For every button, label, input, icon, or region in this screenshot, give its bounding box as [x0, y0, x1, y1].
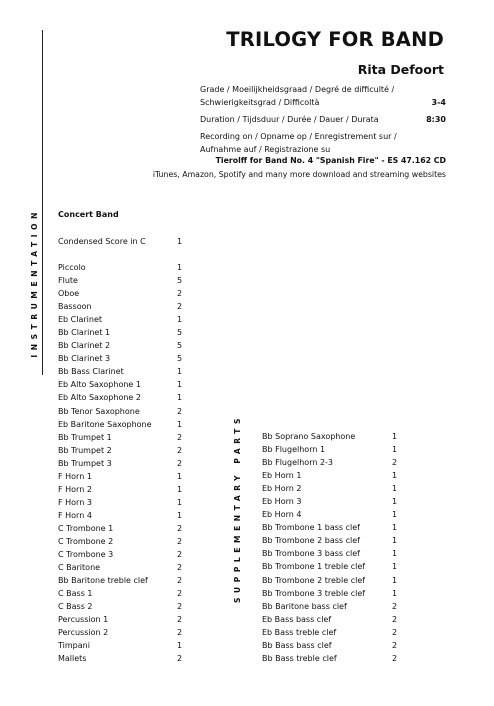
part-name: Bb Bass Clarinet: [58, 367, 124, 377]
part-quantity: 2: [392, 614, 398, 624]
part-name: C Bass 2: [58, 602, 93, 612]
part-name: Bb Trumpet 3: [58, 458, 112, 468]
part-quantity: 2: [177, 628, 183, 638]
recording-web: iTunes, Amazon, Spotify and many more download and streaming websites: [152, 170, 446, 179]
part-name: C Baritone: [58, 563, 101, 573]
instrumentation-label: INSTRUMENTATION: [30, 208, 39, 358]
part-quantity: 1: [177, 393, 183, 403]
composer-name: Rita Defoort: [357, 62, 444, 77]
part-quantity: 2: [392, 601, 398, 611]
part-quantity: 1: [177, 419, 183, 429]
recording-label-line-2: Aufnahme auf / Registrazione su: [200, 144, 331, 154]
list-item: [58, 378, 183, 391]
part-name: Eb Horn 1: [262, 471, 302, 481]
part-name: Bb Soprano Saxophone: [262, 432, 356, 441]
condensed-score-list: [58, 235, 183, 248]
list-item: [262, 469, 398, 482]
list-item: [58, 365, 183, 378]
list-item: [58, 548, 183, 561]
part-quantity: 1: [177, 367, 183, 377]
part-quantity: 1: [392, 510, 398, 520]
list-item: [262, 508, 398, 521]
list-item: [262, 534, 398, 547]
part-quantity: 1: [177, 484, 183, 494]
part-name: Eb Horn 3: [262, 497, 302, 507]
part-name: Bb Tenor Saxophone: [58, 406, 140, 416]
part-quantity: 2: [392, 627, 398, 637]
part-name: Mallets: [58, 654, 87, 664]
part-name: F Horn 4: [58, 510, 92, 520]
grade-label-line-1: Grade / Moeilijkheidsgraad / Degré de difficulté /: [200, 85, 395, 94]
grade-label-line-2: Schwierigkeitsgrad / Difficoltà: [200, 97, 320, 107]
part-name: Bb Trombone 2 bass clef: [262, 536, 360, 546]
recording-label-line-1: Recording on / Opname op / Enregistrement sur /: [200, 132, 397, 141]
part-quantity: 2: [392, 640, 398, 650]
part-name: Percussion 1: [58, 615, 109, 625]
part-quantity: 1: [392, 497, 398, 507]
part-name: Percussion 2: [58, 628, 109, 638]
part-name: F Horn 2: [58, 484, 92, 494]
part-name: Piccolo: [58, 263, 86, 272]
part-name: F Horn 3: [58, 497, 92, 507]
list-item: [58, 352, 183, 365]
part-quantity: 2: [177, 302, 183, 312]
list-item: [262, 456, 398, 469]
list-item: [58, 405, 183, 418]
list-item: [58, 483, 183, 496]
part-name: Eb Alto Saxophone 2: [58, 393, 141, 403]
part-quantity: 2: [177, 615, 183, 625]
part-quantity: 2: [177, 432, 183, 442]
grade-block: [200, 84, 446, 109]
list-item: [58, 339, 183, 352]
list-item: [262, 639, 398, 652]
list-item: [262, 495, 398, 508]
part-quantity: 1: [392, 445, 398, 455]
list-item: [262, 547, 398, 560]
part-name: Bb Flugelhorn 1: [262, 445, 326, 455]
part-name: Bb Trombone 3 bass clef: [262, 549, 360, 559]
part-quantity: 2: [177, 445, 183, 455]
part-quantity: 2: [177, 563, 183, 573]
list-item: [58, 326, 183, 339]
part-name: C Bass 1: [58, 589, 93, 599]
list-item: [262, 613, 398, 626]
duration-value: 8:30: [426, 115, 446, 124]
list-item: [58, 639, 183, 652]
part-quantity: 1: [392, 484, 398, 494]
part-name: Bb Trombone 2 treble clef: [262, 575, 366, 585]
list-item: [58, 496, 183, 509]
list-item: [58, 470, 183, 483]
part-quantity: 1: [392, 588, 398, 598]
part-quantity: 1: [392, 562, 398, 572]
list-item: [58, 274, 183, 287]
list-item: [58, 626, 183, 639]
list-item: [58, 261, 183, 274]
part-quantity: 2: [177, 550, 183, 560]
part-name: Bb Trumpet 2: [58, 445, 112, 455]
recording-cd: Tierolff for Band No. 4 "Spanish Fire" - ES 47.162 CD: [215, 156, 446, 165]
part-quantity: 5: [177, 276, 183, 286]
part-name: Bb Bass treble clef: [262, 653, 337, 663]
part-name: Bb Trombone 1 treble clef: [262, 562, 366, 572]
list-item: [262, 482, 398, 495]
concert-band-parts: [58, 261, 183, 665]
part-name: Bb Clarinet 1: [58, 328, 111, 338]
list-item: [262, 560, 398, 573]
part-name: Oboe: [58, 289, 80, 299]
supplementary-parts-list: [262, 430, 398, 665]
part-name: Bb Clarinet 3: [58, 354, 111, 364]
list-item: [58, 509, 183, 522]
list-item: [58, 300, 183, 313]
part-quantity: 5: [177, 328, 183, 338]
part-quantity: 1: [177, 641, 183, 651]
list-item: [58, 613, 183, 626]
part-name: Eb Baritone Saxophone: [58, 419, 152, 429]
duration-label: Duration / Tijdsduur / Durée / Dauer / Durata: [200, 115, 379, 124]
part-quantity: 1: [177, 263, 183, 272]
part-quantity: 5: [177, 354, 183, 364]
part-name: C Trombone 3: [58, 550, 114, 560]
list-item: [262, 652, 398, 665]
part-name: Bb Trombone 1 bass clef: [262, 523, 360, 533]
part-quantity: 1: [392, 536, 398, 546]
part-quantity: 1: [177, 380, 183, 390]
list-item: [262, 626, 398, 639]
list-item: [58, 587, 183, 600]
part-quantity: 2: [177, 602, 183, 612]
part-name: Timpani: [58, 641, 90, 651]
part-name: C Trombone 1: [58, 523, 114, 533]
list-item: Condensed Score in C 1: [58, 237, 183, 246]
part-quantity: 2: [392, 653, 398, 663]
list-item: [58, 431, 183, 444]
part-quantity: 2: [177, 536, 183, 546]
duration-block: [200, 114, 446, 127]
part-quantity: 2: [177, 289, 183, 299]
part-name: Eb Horn 4: [262, 510, 302, 520]
list-item: [58, 287, 183, 300]
list-item: [262, 521, 398, 534]
part-name: Eb Bass bass clef: [262, 614, 332, 624]
part-quantity: 1: [177, 471, 183, 481]
part-quantity: 1: [392, 549, 398, 559]
list-item: [58, 535, 183, 548]
list-item: [58, 600, 183, 613]
list-item: [262, 574, 398, 587]
part-quantity: 1: [177, 315, 183, 325]
part-quantity: 2: [177, 654, 183, 664]
list-item: [58, 444, 183, 457]
part-name: Flute: [58, 276, 78, 286]
list-item: [58, 574, 183, 587]
list-item: [58, 313, 183, 326]
part-name: Bb Bass bass clef: [262, 640, 332, 650]
part-name: Bb Clarinet 2: [58, 341, 111, 351]
part-name: Eb Clarinet: [58, 315, 103, 325]
list-item: [262, 600, 398, 613]
part-name: Eb Alto Saxophone 1: [58, 380, 141, 390]
list-item: [262, 430, 398, 443]
list-item: [262, 587, 398, 600]
part-name: Bb Trumpet 1: [58, 432, 112, 442]
part-name: Bb Baritone bass clef: [262, 601, 347, 611]
part-name: Bb Baritone treble clef: [58, 576, 148, 586]
supplementary-parts-label: SUPPLEMENTARY PARTS: [233, 414, 242, 603]
part-quantity: 2: [177, 576, 183, 586]
part-name: Bassoon: [58, 302, 92, 312]
part-name: Eb Bass treble clef: [262, 627, 337, 637]
part-name: C Trombone 2: [58, 536, 114, 546]
part-quantity: 2: [392, 458, 398, 468]
part-quantity: 2: [177, 589, 183, 599]
part-quantity: 1: [392, 471, 398, 481]
list-item: [58, 457, 183, 470]
page-title: TRILOGY FOR BAND: [226, 28, 444, 51]
list-item: [58, 652, 183, 665]
part-quantity: 1: [392, 523, 398, 533]
part-quantity: 1: [177, 497, 183, 507]
list-item: [262, 443, 398, 456]
part-quantity: 5: [177, 341, 183, 351]
part-quantity: 1: [392, 575, 398, 585]
part-quantity: 2: [177, 406, 183, 416]
part-quantity: 2: [177, 523, 183, 533]
part-name: Eb Horn 2: [262, 484, 302, 494]
part-name: Bb Flugelhorn 2-3: [262, 458, 334, 468]
left-rule: [42, 30, 43, 375]
part-quantity: 2: [177, 458, 183, 468]
concert-band-heading: Concert Band: [58, 210, 119, 219]
list-item: [58, 522, 183, 535]
recording-block: [200, 131, 446, 156]
list-item: [58, 391, 183, 404]
list-item: [58, 418, 183, 431]
part-name: F Horn 1: [58, 471, 92, 481]
grade-value: 3-4: [431, 97, 446, 107]
list-item: [58, 561, 183, 574]
part-name: Bb Trombone 3 treble clef: [262, 588, 366, 598]
part-quantity: 1: [392, 432, 398, 441]
part-quantity: 1: [177, 510, 183, 520]
